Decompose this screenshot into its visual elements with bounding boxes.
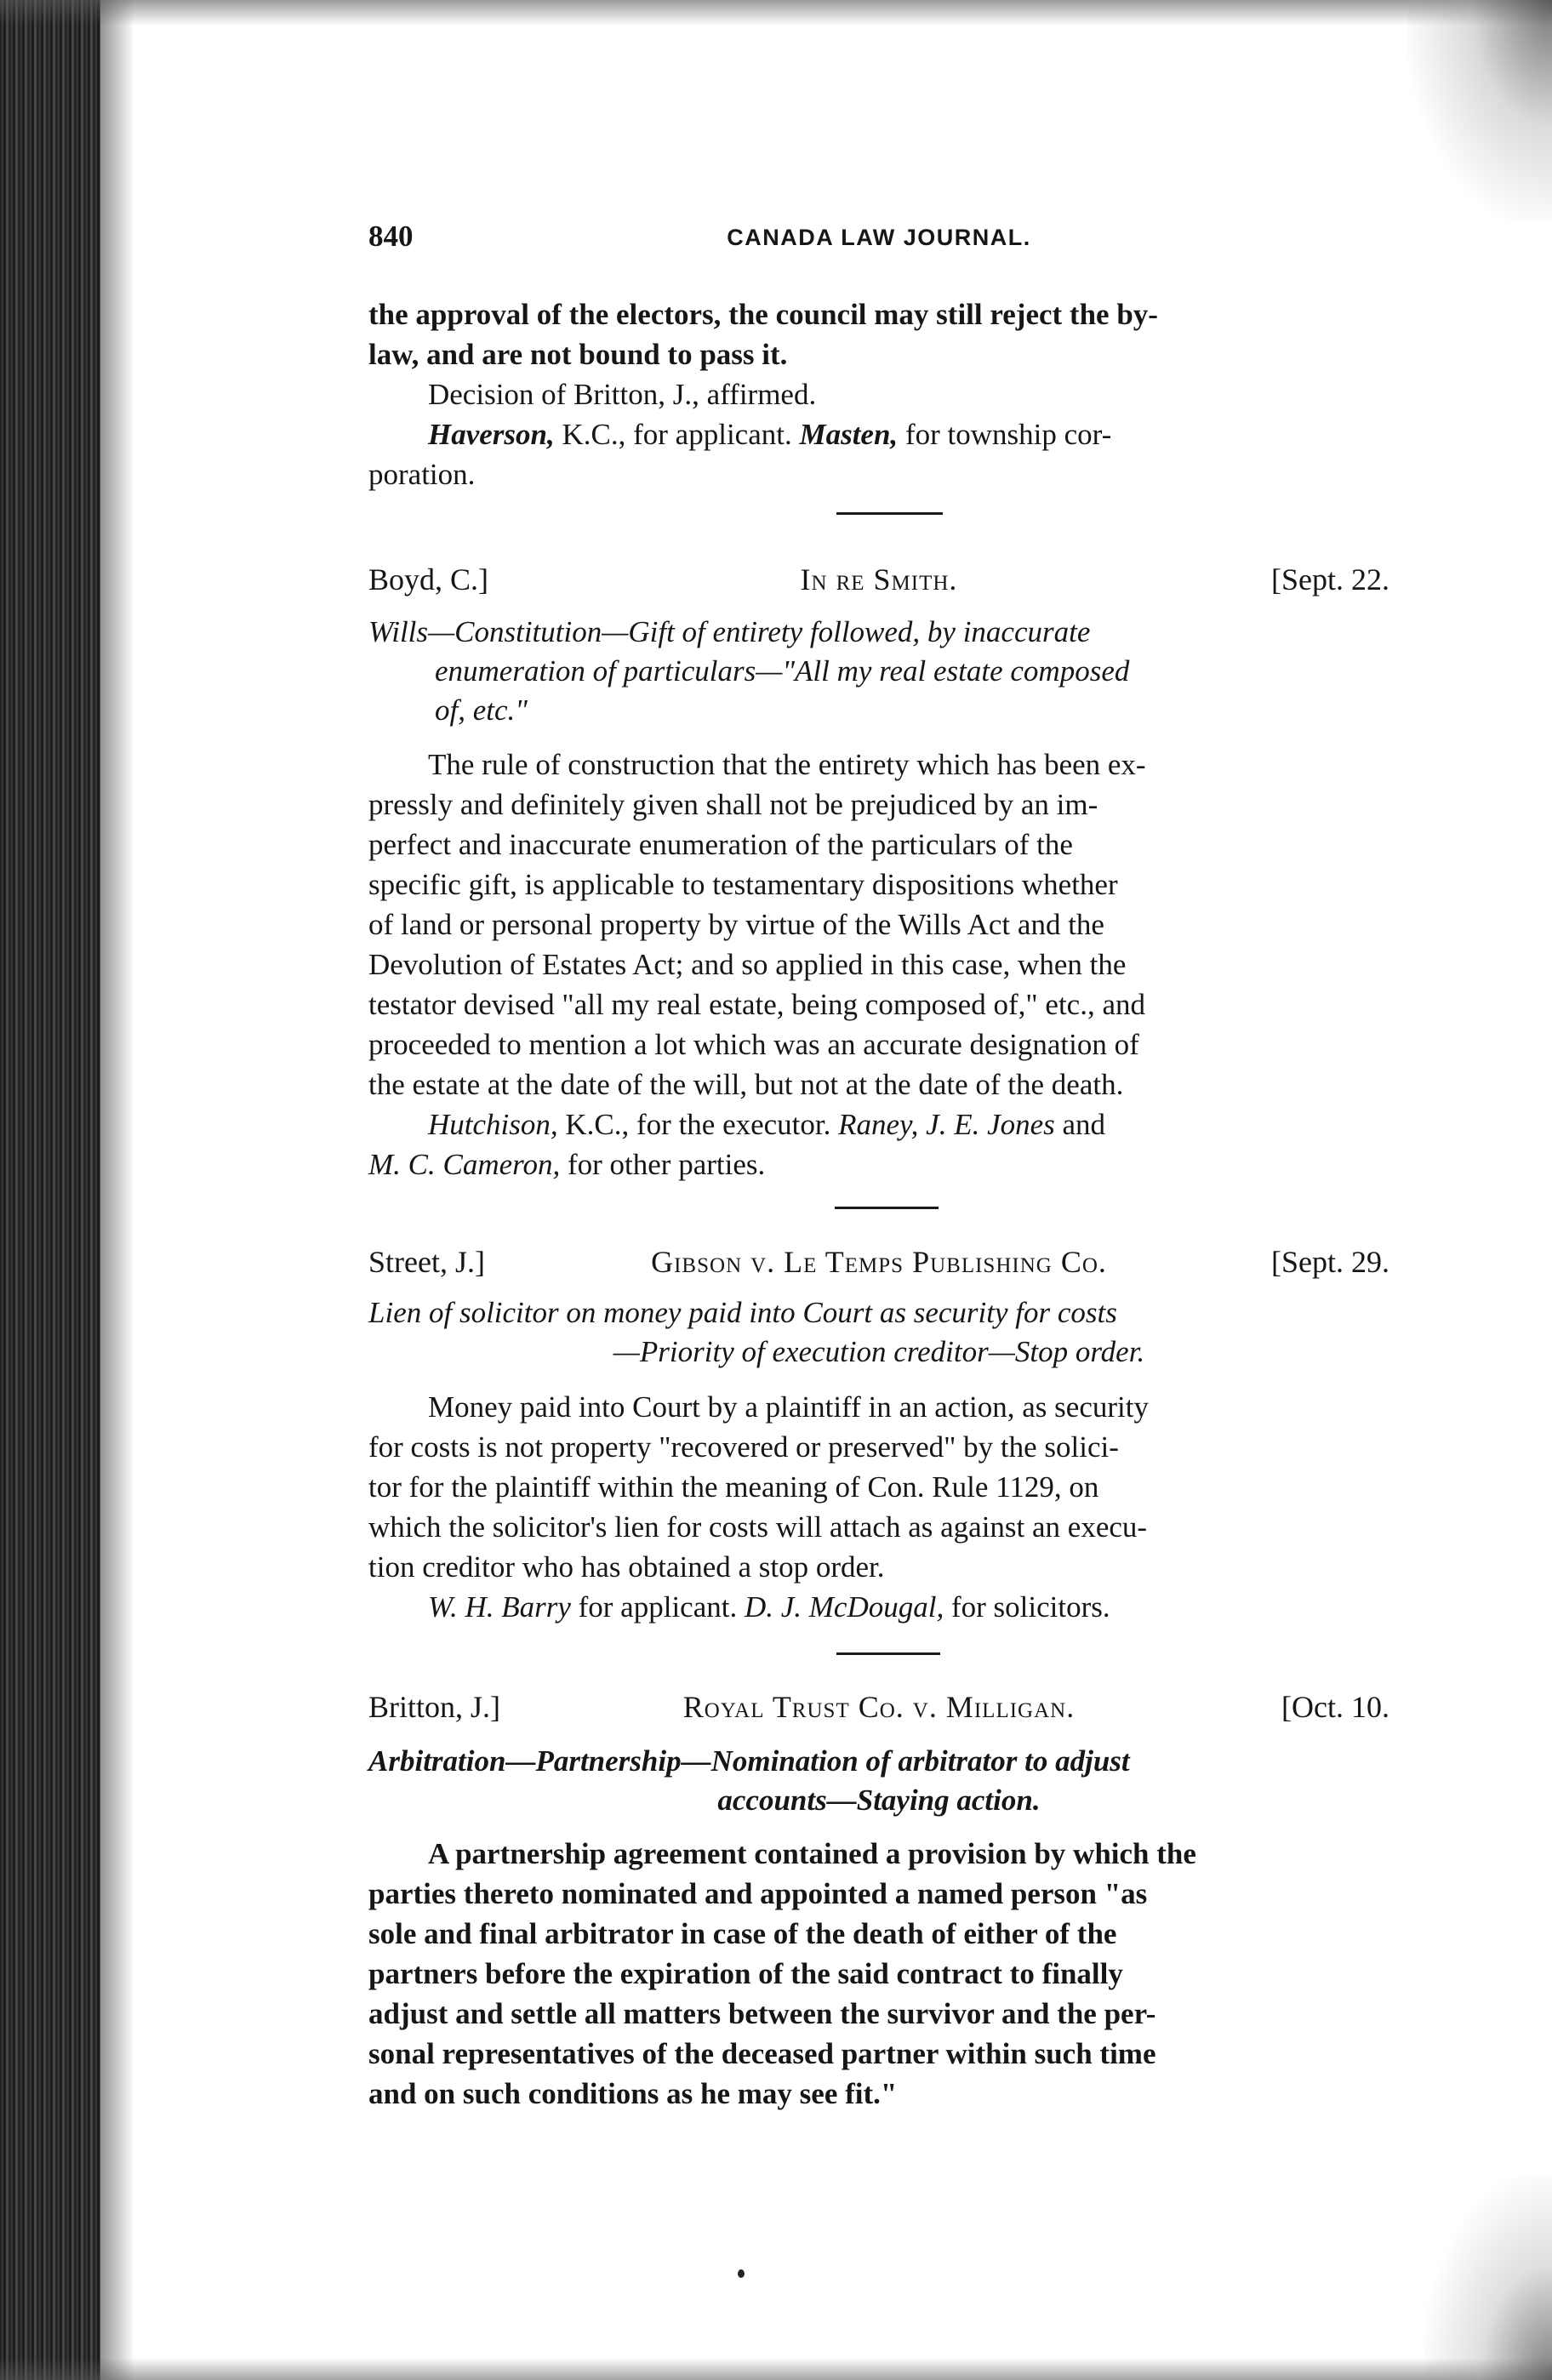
case-title: Royal Trust Co. v. Milligan.	[682, 1690, 1076, 1724]
case-heading	[368, 1244, 1389, 1287]
running-head: CANADA LAW JOURNAL.	[727, 225, 1031, 250]
decision-line: Decision of Britton, J., affirmed.	[428, 378, 817, 411]
case-title: Gibson v. Le Temps Publishing Co.	[651, 1245, 1107, 1279]
case-title: In re Smith.	[800, 562, 958, 596]
text-line: perfect and inaccurate enumeration of the particulars of the	[368, 828, 1073, 861]
opening-paragraph	[368, 294, 1389, 374]
section-divider	[836, 512, 943, 515]
text-line: which the solicitor's lien for costs will attach as against an execu-	[368, 1510, 1148, 1544]
case-heading	[368, 562, 1389, 604]
case-date: [Sept. 29.	[1271, 1245, 1389, 1279]
case-headnote	[368, 1742, 1389, 1820]
text-line: Money paid into Court by a plaintiff in an action, as security	[428, 1390, 1149, 1424]
text-line: partners before the expiration of the said contract to finally	[368, 1957, 1123, 1990]
text-line: adjust and settle all matters between the survivor and the per-	[368, 1997, 1156, 2030]
case-headnote	[368, 613, 1389, 730]
scan-corner-noise-top-right	[1407, 0, 1552, 221]
scan-corner-noise-bottom-right	[1424, 2176, 1552, 2380]
ink-speck	[738, 2269, 745, 2278]
case-body	[368, 745, 1389, 1104]
text-line: the approval of the electors, the council may still reject the by-	[368, 298, 1158, 331]
case-counsel	[368, 1104, 1389, 1184]
case-headnote	[368, 1293, 1389, 1372]
case-counsel	[368, 1587, 1389, 1627]
headnote-line: Arbitration—Partnership—Nomination of arbitrator to adjust	[368, 1744, 1130, 1778]
page-header	[368, 220, 1389, 262]
counsel-line: Haverson, K.C., for applicant. Masten, for township cor-	[428, 418, 1112, 451]
text-line: tion creditor who has obtained a stop order.	[368, 1550, 885, 1584]
opening-counsel	[368, 414, 1389, 494]
case-date: [Sept. 22.	[1271, 562, 1389, 596]
case-judge: Street, J.]	[368, 1245, 485, 1279]
scan-binding-edge	[0, 0, 100, 2380]
text-line: pressly and definitely given shall not be prejudiced by an im-	[368, 788, 1098, 821]
text-line: of land or personal property by virtue of the Wills Act and the	[368, 908, 1104, 941]
scan-bottom-edge	[0, 2358, 1552, 2380]
headnote-line: accounts—Staying action.	[717, 1784, 1041, 1817]
text-line: sonal representatives of the deceased partner within such time	[368, 2037, 1156, 2070]
text-line: sole and final arbitrator in case of the death of either of the	[368, 1917, 1117, 1950]
text-line: The rule of construction that the entirety which has been ex-	[428, 748, 1146, 781]
text-line: proceeded to mention a lot which was an accurate designation of	[368, 1028, 1139, 1061]
case-heading	[368, 1689, 1389, 1732]
case-judge: Boyd, C.]	[368, 562, 489, 596]
headnote-line: enumeration of particulars—"All my real estate composed	[435, 654, 1130, 688]
headnote-line: of, etc."	[435, 693, 528, 727]
headnote-line: Lien of solicitor on money paid into Court as security for costs	[368, 1296, 1117, 1329]
section-divider	[836, 1652, 940, 1655]
case-judge: Britton, J.]	[368, 1690, 501, 1724]
text-line: law, and are not bound to pass it.	[368, 338, 788, 371]
page-number: 840	[368, 220, 414, 253]
scan-binding-shadow	[100, 0, 134, 2380]
text-line: and on such conditions as he may see fit."	[368, 2077, 898, 2110]
text-line: specific gift, is applicable to testamentary dispositions whether	[368, 868, 1118, 901]
section-divider	[835, 1207, 939, 1209]
case-body	[368, 1387, 1389, 1587]
text-line: Devolution of Estates Act; and so applied in this case, when the	[368, 948, 1127, 981]
headnote-line: —Priority of execution creditor—Stop order.	[613, 1335, 1145, 1368]
text-line: A partnership agreement contained a provision by which the	[428, 1837, 1196, 1870]
text-line: parties thereto nominated and appointed a named person "as	[368, 1877, 1148, 1910]
counsel-line: Hutchison, K.C., for the executor. Raney, J. E. Jones and	[428, 1108, 1106, 1141]
headnote-line: Wills—Constitution—Gift of entirety followed, by inaccurate	[368, 615, 1091, 648]
scan-top-edge	[0, 0, 1552, 26]
text-line: tor for the plaintiff within the meaning of Con. Rule 1129, on	[368, 1470, 1099, 1504]
case-date: [Oct. 10.	[1281, 1690, 1389, 1724]
text-line: the estate at the date of the will, but not at the date of the death.	[368, 1068, 1124, 1101]
counsel-line: M. C. Cameron, for other parties.	[368, 1148, 766, 1181]
counsel-line: poration.	[368, 458, 476, 491]
text-line: testator devised "all my real estate, being composed of," etc., and	[368, 988, 1145, 1021]
case-body	[368, 1834, 1389, 2114]
counsel-line: W. H. Barry for applicant. D. J. McDougal, for solicitors.	[428, 1590, 1110, 1624]
text-line: for costs is not property "recovered or preserved" by the solici-	[368, 1430, 1119, 1464]
